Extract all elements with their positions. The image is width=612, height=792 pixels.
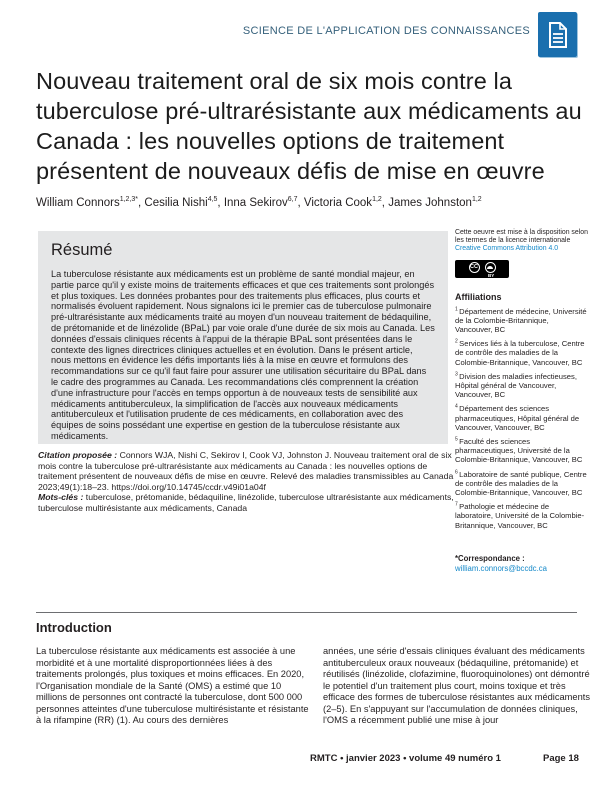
intro-column-right: années, une série d'essais cliniques évaluant des médicaments antituberculeux oraux nouveaux (bédaquiline, prétomanide) et réutilisés (linézolide, clofazimine, fluoroquinolones) ont démontré le potentiel d'un traitement plus court, moins toxique et très efficace des formes de tuberculose résistantes aux médicaments (2–5). En s'appuyant sur l'accumulation de données cliniques, l'OMS a récemment publié une mise à jour xyxy=(323,646,590,725)
affiliation-item: $^3$ Division des maladies infectieuses, Hôpital général de Vancouver, Vancouver, BC xyxy=(455,371,577,400)
license-prefix: Cette oeuvre est mise à la disposition selon les termes de la licence internationale xyxy=(455,229,588,245)
citation-block xyxy=(38,450,462,514)
keywords-label: Mots-clés : xyxy=(38,492,84,503)
affiliations-heading: Affiliations xyxy=(455,291,502,302)
correspondence-label: *Correspondance : xyxy=(455,553,525,563)
person-icon xyxy=(485,262,496,273)
affiliation-item: $^2$ Services liés à la tuberculose, Centre de contrôle des maladies de la Colombie-Britannique, Vancouver, BC xyxy=(455,338,585,367)
section-kicker: SCIENCE DE L'APPLICATION DES CONNAISSANCES xyxy=(242,25,530,37)
affiliations-list xyxy=(455,307,588,530)
sidebar xyxy=(455,229,588,574)
affiliation-item: $^7$ Pathologie et médecine de laboratoire, Université de la Colombie-Britannique, Vancouver, BC xyxy=(455,501,585,530)
document-icon xyxy=(538,12,577,57)
author: William Connors$^{1,2,3*}$ xyxy=(36,196,139,209)
intro-heading: Introduction xyxy=(36,620,112,635)
citation-line xyxy=(38,450,462,492)
footer-page-number: Page 18 xyxy=(543,753,579,764)
author: Inna Sekirov$^{6,7}$ xyxy=(223,196,298,209)
citation-label: Citation proposée : xyxy=(38,450,118,460)
citation-text: Connors WJA, Nishi C, Sekirov I, Cook VJ, Johnston J. Nouveau traitement oral de six mois contre la tuberculose pré-ultrarésistante aux médicaments au Canada : les nouvelles options de traitement présentent de nouveaux défis de mise en œuvre. Relevé des maladies transmissibles au Canada 2023;49(1):18–23. https://doi.org/10.14745/ccdr.v49i01a04f xyxy=(38,450,454,492)
affiliation-item: $^5$ Faculté des sciences pharmaceutiques, Université de la Colombie-Britannique, Vancouver, BC xyxy=(455,436,583,465)
affiliation-item: $^6$ Laboratoire de santé publique, Centre de contrôle des maladies de la Colombie-Britannique, Vancouver, BC xyxy=(455,469,587,498)
keywords-text: tuberculose, prétomanide, bédaquiline, linézolide, tuberculose ultrarésistante aux médicaments, tuberculose multirésistante aux médicaments, Canada xyxy=(38,492,454,513)
resume-heading: Résumé xyxy=(51,241,113,259)
authors-line: William Connors$^{1,2,3*}$, Cesilia Nishi$^{4,5}$, Inna Sekirov$^{6,7}$, Victoria Cook$^{1,2}$, James Johnston$^{1,2}$ xyxy=(36,196,482,209)
keywords-line xyxy=(38,492,462,513)
author: Victoria Cook$^{1,2}$ xyxy=(303,196,382,209)
author: Cesilia Nishi$^{4,5}$ xyxy=(144,196,218,209)
cc-license-link[interactable]: Creative Commons Attribution 4.0 xyxy=(455,245,559,253)
intro-columns xyxy=(36,646,596,727)
article-title: Nouveau traitement oral de six mois contre la tuberculose pré-ultrarésistante aux médicaments au Canada : les nouvelles options de traitement présentent de nouveaux défis de mise en œuvre xyxy=(36,68,582,184)
resume-body: La tuberculose résistante aux médicaments est un problème de santé mondial majeur, en partie parce qu'il y existe moins de traitements efficaces et que ces traitements sont prolongés et plus toxiques. Les données probantes pour des traitements plus efficaces, plus courts et normalisés évoluent rapidement. Nous signalons ici le premier cas de tuberculose pulmonaire pré-ultrarésistante aux médicaments traité au moyen d'un nouveau traitement de bédaquiline, de prétomanide et de linézolide (BPaL) par voie orale d'une durée de six mois au Canada. Les données d'essais cliniques récents à l'appui de la thérapie BPaL sont présentées dans le contexte des lignes directrices cliniques actuelles et en évolution. Dans le présent article, nous mettons en évidence les défis importants liés à la mise en œuvre et formulons des recommandations sur ce qu'il faut faire pour assurer une utilisation sécuritaire du BPaL dans le cadre des programmes au Canada. Les recommandations clés comprennent la création d'une infrastructure pour l'accès en temps opportun à de nouveaux tests de sensibilité aux médicaments antituberculeux, la simplification de l'accès aux nouveaux médicaments antituberculeux et l'utilisation prudente de ces médicaments, en collaboration avec des équipes de soins possédant une expertise en gestion de la tuberculose résistante aux médicaments. xyxy=(51,269,435,441)
document-icon-glyph xyxy=(547,21,569,49)
affiliation-item: $^4$ Département des sciences pharmaceutiques, Hôpital général de Vancouver, Vancouver, BC xyxy=(455,403,580,432)
cc-by-badge[interactable] xyxy=(455,260,509,278)
author: James Johnston$^{1,2}$ xyxy=(388,196,482,209)
affiliation-item: $^1$ Département de médecine, Université de la Colombie-Britannique, Vancouver, BC xyxy=(455,306,587,335)
by-label: BY xyxy=(488,272,495,278)
license-note xyxy=(455,229,588,254)
correspondence-email-link[interactable]: william.connors@bccdc.ca xyxy=(455,563,547,573)
resume-box xyxy=(38,231,448,444)
footer-journal-line: RMTC • janvier 2023 • volume 49 numéro 1 xyxy=(310,753,501,764)
correspondence xyxy=(455,554,588,574)
intro-column-left: La tuberculose résistante aux médicaments est associée à une morbidité et à une mortalité disproportionnées liées à des traitements prolongés, plus toxiques et moins efficaces. En 2020, l'Organisation mondiale de la Santé (OMS) a estimé que 10 millions de personnes ont contracté la tuberculose, dont 500 000 personnes atteintes d'une tuberculose multirésistante et résistante à la rifampine (RR) (1). Au cours des dernières xyxy=(36,646,309,725)
cc-icon: CC xyxy=(469,262,480,273)
section-divider xyxy=(36,612,577,613)
